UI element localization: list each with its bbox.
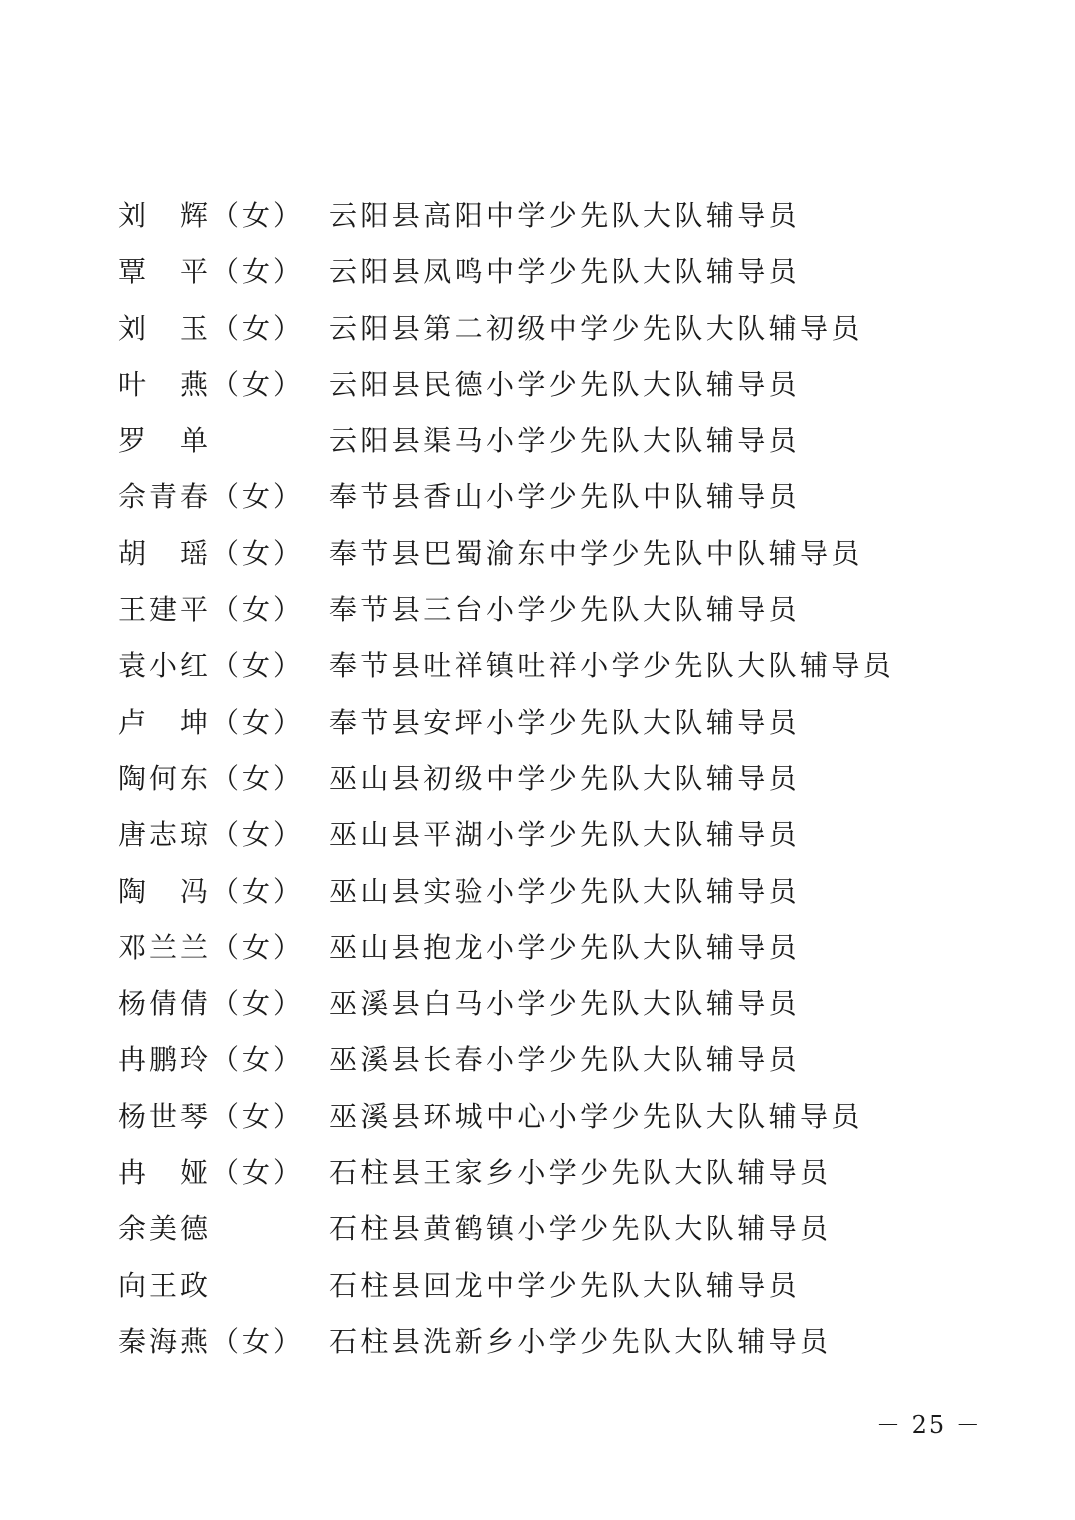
list-item <box>118 1145 978 1201</box>
honoree-unit: 奉节县巴蜀渝东中学少先队中队辅导员 <box>329 536 863 570</box>
honoree-name: 邓兰兰（女） <box>118 930 305 964</box>
list-item <box>118 413 978 469</box>
list-item <box>118 1201 978 1257</box>
honoree-name: 陶 冯（女） <box>118 874 305 908</box>
honoree-name: 冉 娅（女） <box>118 1156 305 1190</box>
honoree-unit: 石柱县洗新乡小学少先队大队辅导员 <box>329 1324 832 1358</box>
list-item <box>118 1314 978 1370</box>
honoree-unit: 奉节县安坪小学少先队大队辅导员 <box>329 705 801 739</box>
list-item <box>118 301 978 357</box>
list-item <box>118 357 978 413</box>
honoree-name: 杨世琴（女） <box>118 1099 305 1133</box>
honoree-unit: 奉节县三台小学少先队大队辅导员 <box>329 593 801 627</box>
honoree-unit: 云阳县民德小学少先队大队辅导员 <box>329 367 801 401</box>
honoree-unit: 巫溪县环城中心小学少先队大队辅导员 <box>329 1099 863 1133</box>
honoree-unit: 石柱县回龙中学少先队大队辅导员 <box>329 1268 801 1302</box>
list-item <box>118 1089 978 1145</box>
honoree-name: 刘 辉（女） <box>118 199 305 232</box>
honoree-name: 杨倩倩（女） <box>118 987 305 1021</box>
honoree-name: 罗 单 <box>118 424 212 458</box>
honoree-unit: 奉节县吐祥镇吐祥小学少先队大队辅导员 <box>329 649 895 683</box>
honoree-unit: 巫山县实验小学少先队大队辅导员 <box>329 874 801 908</box>
honoree-unit: 石柱县黄鹤镇小学少先队大队辅导员 <box>329 1212 832 1246</box>
list-item <box>118 638 978 694</box>
honoree-name: 袁小红（女） <box>118 649 305 683</box>
honoree-name: 叶 燕（女） <box>118 367 305 401</box>
list-item <box>118 469 978 525</box>
list-item <box>118 526 978 582</box>
honoree-unit: 云阳县渠马小学少先队大队辅导员 <box>329 424 801 458</box>
list-item <box>118 244 978 300</box>
honoree-unit: 巫溪县白马小学少先队大队辅导员 <box>329 987 801 1021</box>
list-item <box>118 582 978 638</box>
honoree-unit: 巫山县抱龙小学少先队大队辅导员 <box>329 930 801 964</box>
list-item <box>118 807 978 863</box>
honoree-name: 冉鹏玲（女） <box>118 1043 305 1077</box>
honoree-name: 向王政 <box>118 1268 212 1302</box>
honoree-name: 唐志琼（女） <box>118 818 305 852</box>
honoree-name: 刘 玉（女） <box>118 311 305 345</box>
honoree-unit: 巫山县初级中学少先队大队辅导员 <box>329 761 801 795</box>
honoree-name: 陶何东（女） <box>118 761 305 795</box>
honoree-name: 余美德 <box>118 1212 212 1246</box>
list-item <box>118 864 978 920</box>
list-item <box>118 920 978 976</box>
honoree-name: 卢 坤（女） <box>118 705 305 739</box>
honoree-name: 胡 瑶（女） <box>118 536 305 570</box>
page-number: － 25 － <box>876 1411 982 1439</box>
honoree-name: 佘青春（女） <box>118 480 305 514</box>
honoree-unit: 巫溪县长春小学少先队大队辅导员 <box>329 1043 801 1077</box>
list-item <box>118 695 978 751</box>
list-item <box>118 976 978 1032</box>
honoree-list <box>118 188 978 1370</box>
honoree-unit: 云阳县凤鸣中学少先队大队辅导员 <box>329 255 801 289</box>
honoree-name: 秦海燕（女） <box>118 1324 305 1358</box>
honoree-unit: 巫山县平湖小学少先队大队辅导员 <box>329 818 801 852</box>
list-item <box>118 751 978 807</box>
honoree-unit: 奉节县香山小学少先队中队辅导员 <box>329 480 801 514</box>
honoree-unit: 云阳县第二初级中学少先队大队辅导员 <box>329 311 863 345</box>
list-item <box>118 1258 978 1314</box>
honoree-unit: 石柱县王家乡小学少先队大队辅导员 <box>329 1156 832 1190</box>
honoree-unit: 云阳县高阳中学少先队大队辅导员 <box>329 199 801 232</box>
honoree-name: 王建平（女） <box>118 593 305 627</box>
list-item <box>118 1032 978 1088</box>
list-item <box>118 188 978 244</box>
honoree-name: 覃 平（女） <box>118 255 305 289</box>
